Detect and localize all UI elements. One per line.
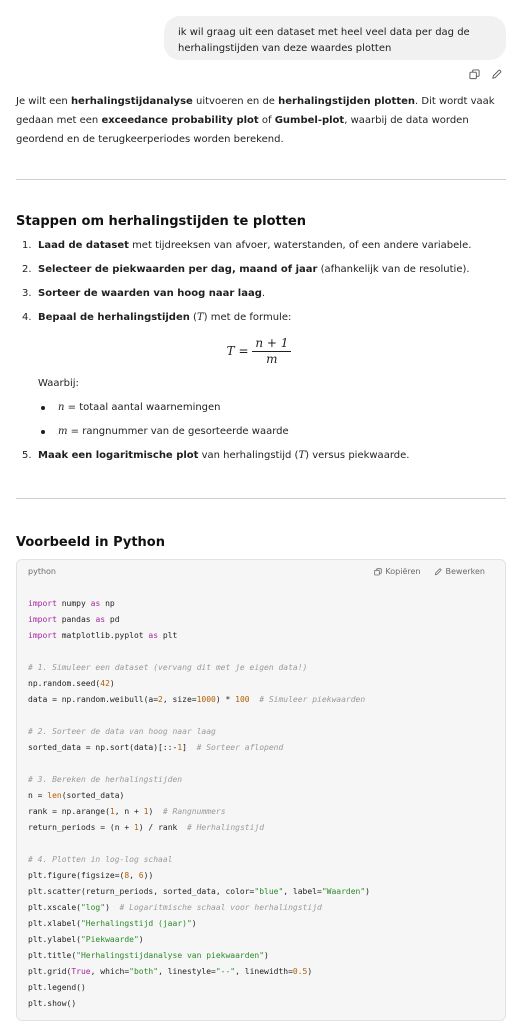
step-text: met de formule:: [207, 312, 292, 323]
user-message-bubble: [164, 16, 506, 60]
code-line: plt.xscale("log") # Logaritmische schaal voor herhalingstijd: [28, 903, 322, 912]
math-symbol: T: [298, 450, 306, 461]
intro-text: uitvoeren en de: [192, 96, 279, 107]
section-title-steps: Stappen om herhalingstijden te plotten: [16, 214, 307, 229]
math-symbol: m: [58, 426, 68, 437]
formula-numerator: n + 1: [252, 336, 291, 352]
intro-text: of: [258, 115, 275, 126]
intro-text: , waarbij de data worden geordend en de terugkeerperiodes worden berekend.: [16, 115, 469, 145]
variable-item: [38, 400, 289, 416]
code-line: # 4. Plotten in log-log schaal: [28, 855, 173, 864]
step-bold: Selecteer de piekwaarden per dag, maand of jaar: [38, 264, 318, 275]
copy-code-button[interactable]: [374, 567, 420, 576]
step-number: 3.: [22, 288, 32, 299]
code-line: plt.grid(True, which="both", linestyle="--", linewidth=0.5): [28, 967, 313, 976]
intro-bold: herhalingstijdanalyse: [70, 96, 193, 107]
formula: [0, 336, 518, 367]
code-line: plt.legend(): [28, 983, 86, 992]
step-bold: Sorteer de waarden van hoog naar laag: [38, 288, 262, 299]
bullet-icon: [41, 406, 45, 410]
code-line: data = np.random.weibull(a=2, size=1000) * 100 # Simuleer piekwaarden: [28, 695, 366, 704]
step-item: 4. Bepaal de herhalingstijden (T) met de formule:: [16, 310, 504, 326]
copy-code-label: Kopiëren: [385, 567, 421, 576]
waarbij-label: Waarbij:: [38, 378, 79, 389]
user-message-text: ik wil graag uit een dataset met heel veel data per dag de herhalingstijden van deze waardes plotten: [178, 27, 470, 54]
intro-bold: Gumbel-plot: [274, 115, 345, 126]
code-block: [16, 559, 506, 1021]
divider: [16, 498, 506, 499]
code-line: # 3. Bereken de herhalingstijden: [28, 775, 183, 784]
edit-icon: [434, 568, 442, 576]
step-item: [16, 238, 504, 254]
code-line: plt.figure(figsize=(8, 6)): [28, 871, 154, 880]
step-item: 5. Maak een logaritmische plot van herhalingstijd (T) versus piekwaarde.: [16, 448, 504, 464]
intro-bold: exceedance probability plot: [101, 115, 259, 126]
code-line: plt.title("Herhalingstijdanalyse van piekwaarden"): [28, 951, 269, 960]
intro-text: Je wilt een: [16, 96, 71, 107]
code-line: plt.xlabel("Herhalingstijd (jaar)"): [28, 919, 197, 928]
code-line: import numpy as np: [28, 599, 115, 608]
section-title-python: Voorbeeld in Python: [16, 535, 165, 550]
step-item: [16, 262, 504, 278]
divider: [16, 179, 506, 180]
formula-lhs: T =: [226, 344, 249, 358]
step-bold: Maak een logaritmische plot: [38, 450, 199, 461]
variable-text: = totaal aantal waarnemingen: [64, 402, 221, 413]
step-number: 1.: [22, 240, 32, 251]
step-text: (afhankelijk van de resolutie).: [317, 264, 470, 275]
edit-code-label: Bewerken: [445, 567, 485, 576]
code-line: return_periods = (n + 1) / rank # Herhalingstijd: [28, 823, 265, 832]
code-toolbar: [374, 567, 485, 576]
intro-bold: herhalingstijden plotten: [278, 96, 416, 107]
code-content[interactable]: [28, 596, 370, 1012]
edit-icon[interactable]: [490, 68, 502, 80]
step-number: 4.: [22, 312, 32, 323]
copy-icon[interactable]: [468, 68, 480, 80]
code-line: plt.show(): [28, 999, 77, 1008]
step-text: .: [261, 288, 266, 299]
math-symbol: T: [196, 312, 204, 323]
step-number: 5.: [22, 450, 32, 461]
variable-text: = rangnummer van de gesorteerde waarde: [67, 426, 289, 437]
code-line: # 1. Simuleer een dataset (vervang dit met je eigen data!): [28, 663, 308, 672]
steps-list: [16, 238, 504, 334]
message-actions: [468, 68, 502, 80]
code-line: sorted_data = np.sort(data)[::-1] # Sorteer aflopend: [28, 743, 284, 752]
copy-icon: [374, 568, 382, 576]
code-line: np.random.seed(42): [28, 679, 115, 688]
steps-list-continued: [16, 448, 504, 464]
intro-paragraph: [16, 92, 504, 149]
step-text: met tijdreeksen van afvoer, waterstanden, of een andere variabele.: [128, 240, 472, 251]
code-line: import pandas as pd: [28, 615, 120, 624]
code-line: n = len(sorted_data): [28, 791, 125, 800]
code-line: plt.scatter(return_periods, sorted_data, color="blue", label="Waarden"): [28, 887, 370, 896]
edit-code-button[interactable]: [434, 567, 485, 576]
code-line: # 2. Sorteer de data van hoog naar laag: [28, 727, 216, 736]
formula-fraction: [252, 336, 291, 367]
step-number: 2.: [22, 264, 32, 275]
code-line: import matplotlib.pyplot as plt: [28, 631, 178, 640]
step-item: [16, 286, 504, 302]
intro-text: . Dit wordt vaak gedaan met een: [16, 96, 495, 126]
variables-list: [38, 400, 289, 448]
step-text: van herhalingstijd: [198, 450, 295, 461]
variable-item: [38, 424, 289, 440]
code-line: rank = np.arange(1, n + 1) # Rangnummers: [28, 807, 226, 816]
formula-denominator: m: [266, 352, 278, 366]
code-line: plt.ylabel("Piekwaarde"): [28, 935, 144, 944]
math-symbol: n: [58, 402, 65, 413]
step-bold: Laad de dataset: [38, 240, 129, 251]
step-bold: Bepaal de herhalingstijden: [38, 312, 190, 323]
step-text: versus piekwaarde.: [309, 450, 410, 461]
bullet-icon: [41, 430, 45, 434]
code-language: python: [28, 567, 56, 576]
